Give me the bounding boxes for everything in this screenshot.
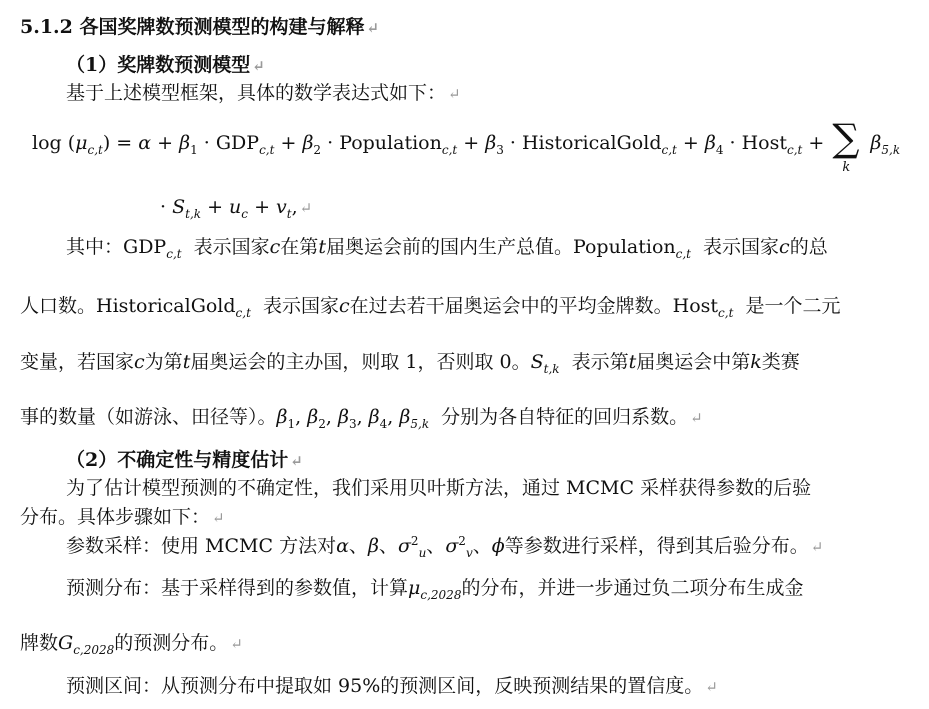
paragraph-mark: ↵ [299,199,313,217]
summation-symbol: ∑ k [832,116,860,175]
paragraph-mark: ↵ [690,409,703,427]
where-line-2: 人口数。HistoricalGold$_{c,t}$ 表示国家c在过去若干届奥运会中的平均金牌数。Host$_{c,t}$ 是一个二元 [20,295,841,320]
formula-line-2: · $S_{t,k} + u_c + v_t$, ↵ [160,196,313,221]
uncertainty-line-2: 分布。具体步骤如下： ↵ [20,506,225,528]
formula-line-1: $\log (\mu_{c,t}) = \alpha + \beta_1 \cdot GDP_{c,t} + \beta_2$ · Population$_{c,t}$ + $\beta_3$ · HistoricalGold$_{c,t}$ + $\beta_4$ · Host$_{c,t}$ + ∑ k $\beta_{5,k}$ [32,116,901,175]
paragraph-mark: ↵ [212,509,225,527]
paragraph-mark: ↵ [290,452,303,470]
paragraph-mark: ↵ [810,538,824,556]
subsection-title-1: （1）奖牌数预测模型 ↵ [66,54,265,76]
where-line-1: 其中：$GDP_{c,t}$ 表示国家c在第t届奥运会前的国内生产总值。Population$_{c,t}$ 表示国家c的总 [66,236,828,261]
subsection-title-2: （2）不确定性与精度估计 ↵ [66,449,303,471]
paragraph-mark: ↵ [366,19,380,37]
paragraph-mark: ↵ [252,57,265,75]
sampling-step: 参数采样：使用 MCMC 方法对α、β、$\sigma^2_u$、$\sigma^2_v$、ϕ等参数进行采样，得到其后验分布。 ↵ [66,534,824,560]
prediction-step-line-1: 预测分布：基于采样得到的参数值，计算$\mu_{c,2028}$的分布，并进一步通过负二项分布生成金 [66,577,804,602]
prediction-step-line-2: 牌数$G_{c,2028}$的预测分布。 ↵ [20,632,243,657]
intro-paragraph: 基于上述模型框架，具体的数学表达式如下： ↵ [66,82,461,104]
where-line-4: 事的数量（如游泳、田径等）。$\beta_1$, $\beta_2$, $\beta_3$, $\beta_4$, $\beta_{5,k}$ 分别为各自特征的回归系数。 ↵ [20,406,703,431]
interval-step: 预测区间：从预测分布中提取如 95%的预测区间，反映预测结果的置信度。 ↵ [66,675,718,697]
where-line-3: 变量，若国家c为第t届奥运会的主办国，则取 1，否则取 0。$S_{t,k}$ 表示第t届奥运会中第k类赛 [20,351,800,376]
paragraph-mark: ↵ [448,85,461,103]
section-title: 5.1.2 各国奖牌数预测模型的构建与解释 ↵ [20,16,380,38]
uncertainty-line-1: 为了估计模型预测的不确定性，我们采用贝叶斯方法，通过 MCMC 采样获得参数的后验 [66,477,812,499]
paragraph-mark: ↵ [230,635,243,653]
paragraph-mark: ↵ [705,678,718,696]
